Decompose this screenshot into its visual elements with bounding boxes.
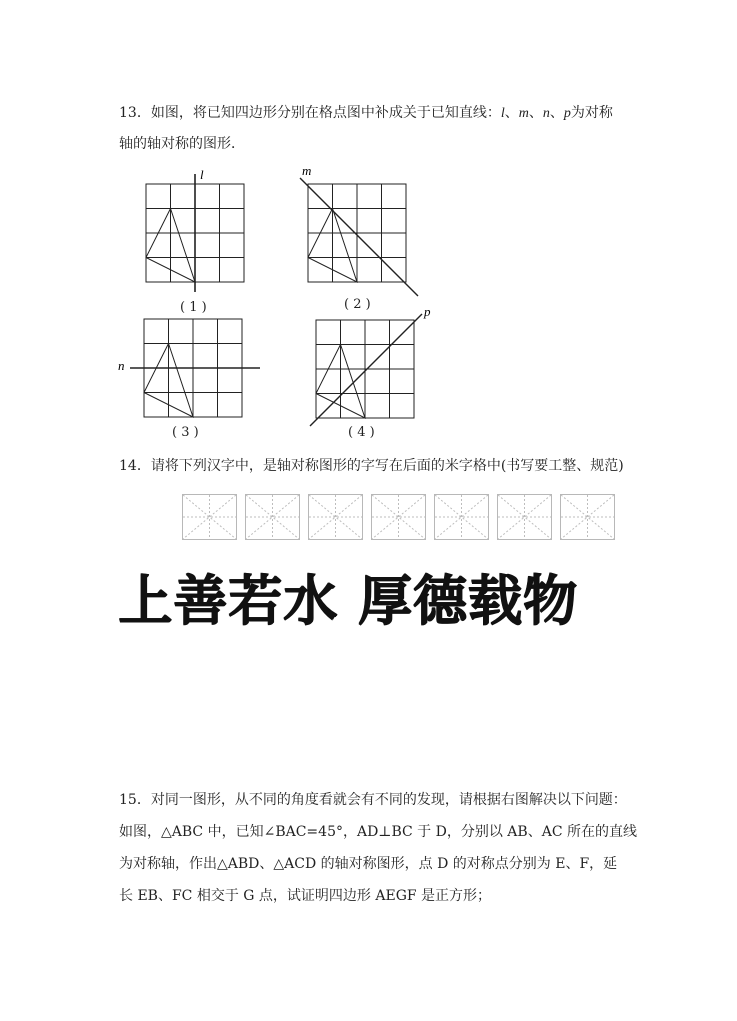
figure-2-caption: ( 2 ) (344, 297, 371, 312)
mi-character-grid (308, 494, 363, 540)
figure-3-caption: ( 3 ) (172, 425, 199, 440)
q15-line1: 15．对同一图形，从不同的角度看就会有不同的发现，请根据右图解决以下问题： (119, 792, 627, 808)
mi-character-grid (371, 494, 426, 540)
figure-1-grid (140, 168, 260, 298)
mi-character-grid (182, 494, 237, 540)
q15-line3: 为对称轴，作出△ABD、△ACD 的轴对称图形，点 D 的对称点分别为 E、F，延 (119, 856, 618, 872)
figure-2-grid (298, 163, 428, 301)
q13-line1-prefix: 13．如图，将已知四边形分别在格点图中补成关于已知直线： (119, 105, 501, 121)
axis-p-label: p (424, 304, 431, 319)
mi-character-grid (497, 494, 552, 540)
figure-4-caption: ( 4 ) (348, 425, 375, 440)
axis-n-text: n (542, 106, 550, 121)
mi-character-grid (434, 494, 489, 540)
axis-m-text: m (518, 106, 529, 121)
axis-l-text: l (500, 106, 505, 121)
slogan-text: 上善若水 厚德载物 (118, 569, 578, 632)
mi-character-grid (245, 494, 300, 540)
q13-line1: 13．如图，将已知四边形分别在格点图中补成关于已知直线：l、m、n、p为对称 (119, 105, 613, 121)
q14-text: 14．请将下列汉字中，是轴对称图形的字写在后面的米字格中(书写要工整、规范) (119, 458, 624, 474)
figure-3-grid (116, 314, 266, 422)
q15-line4: 长 EB、FC 相交于 G 点，试证明四边形 AEGF 是正方形； (119, 888, 492, 904)
axis-p-text: p (563, 106, 571, 121)
q15-line2: 如图，△ABC 中，已知∠BAC=45°，AD⊥BC 于 D，分别以 AB、AC 所在的直线 (119, 824, 637, 840)
axis-n-label: n (118, 358, 125, 373)
figure-4-grid (300, 304, 440, 432)
mi-character-grid (560, 494, 615, 540)
q13-line1-suffix: 为对称 (570, 105, 613, 121)
axis-l-label: l (200, 167, 204, 182)
figure-1-caption: ( 1 ) (180, 300, 207, 315)
q13-line2: 轴的轴对称的图形． (119, 136, 245, 152)
axis-m-label: m (302, 163, 312, 178)
